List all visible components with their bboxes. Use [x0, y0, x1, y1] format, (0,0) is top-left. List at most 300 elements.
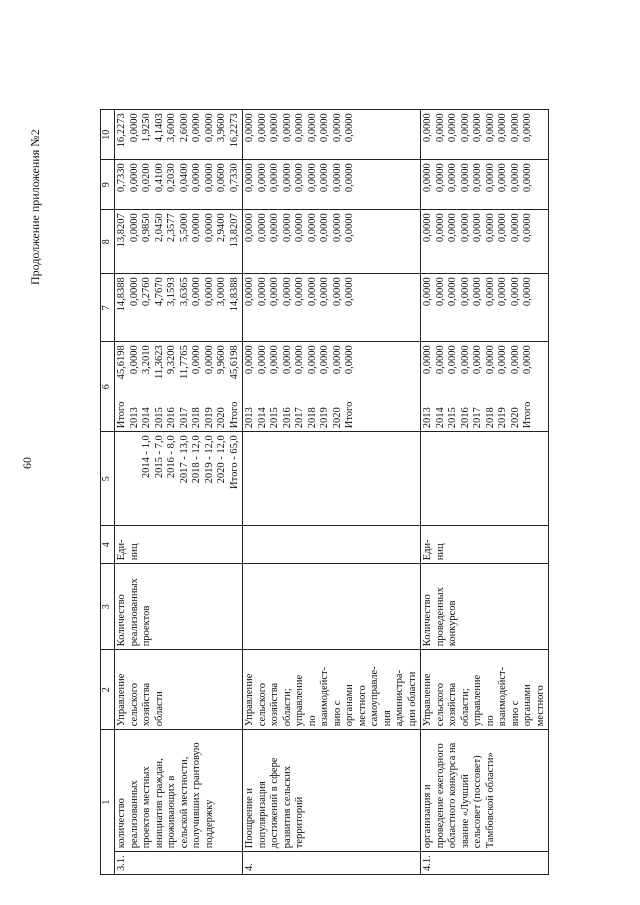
row-year-line: 2014: [434, 407, 446, 429]
row-value-7-line: 0,0000: [269, 277, 280, 307]
row-value-6-line: 0,0000: [484, 345, 496, 375]
row-value-9: [116, 163, 241, 206]
row-value-7-line: 3,1593: [166, 277, 177, 307]
row-value-7-line: 0,0000: [294, 277, 305, 307]
row-value-7-line: 0,0000: [319, 277, 330, 307]
row-year-line: Итого: [522, 401, 533, 429]
row-value-9-line: 0,7330: [228, 163, 240, 193]
row-value-6-line: 0,0000: [269, 345, 280, 375]
row-executor-line: хозяйства: [447, 682, 458, 727]
row-executor-line: вию с: [331, 700, 343, 727]
row-value-9-line: 0,4100: [153, 163, 165, 193]
row-executor-line: управление: [294, 674, 305, 727]
row-value-10-line: 0,0000: [256, 113, 268, 143]
row-executor-line: сельского: [434, 682, 446, 727]
row-value-7-line: 0,0000: [434, 277, 446, 307]
header-cell-6: 6: [101, 342, 115, 432]
row-value-6-line: 0,0000: [191, 345, 202, 375]
row-name-line: Тамбовской области»: [484, 752, 496, 849]
row-value-8-line: 0,0000: [203, 213, 215, 243]
row-indicator-line: реализованных: [128, 578, 140, 647]
row-year-line: 2016: [166, 407, 177, 429]
row-unit-cell: [115, 526, 243, 564]
row-value-8: [244, 213, 357, 270]
row-value-7-line: 0,2760: [141, 277, 152, 307]
row-value-8-line: 0,0000: [256, 213, 268, 243]
row-value-10-line: 0,0000: [472, 113, 483, 143]
row-name-line: организация и: [422, 784, 433, 849]
row-value-6-line: 0,0000: [331, 345, 343, 375]
row-name-line: поддержку: [203, 799, 215, 849]
row-value-7-line: 0,0000: [306, 277, 318, 307]
row-executor-cell: [243, 650, 421, 730]
row-year-line: 2017: [178, 407, 190, 429]
row-value-8-line: 0,0000: [484, 213, 496, 243]
row-value-8-line: 0,0000: [331, 213, 343, 243]
row-value-9-line: 0,0000: [294, 163, 305, 193]
row-year-line: 2018: [306, 407, 318, 429]
spacer: [116, 435, 129, 522]
row-value-6-line: 0,0000: [459, 345, 471, 375]
row-value-9-line: 0,0000: [203, 163, 215, 193]
row-value-cell-7: [421, 274, 549, 342]
row-value-7-line: 0,0000: [459, 277, 471, 307]
row-value-6-line: 0,0000: [522, 345, 533, 375]
row-target-line: Итого - 65,0: [228, 435, 240, 489]
row-year: [116, 392, 241, 428]
row-executor-line: области;: [459, 688, 471, 727]
row-executor-line: местного: [534, 685, 546, 727]
table-row: [421, 110, 549, 875]
row-value-6-line: 9,9600: [216, 345, 227, 375]
row-value-6-line: 11,7765: [178, 345, 190, 379]
row-value-10: [116, 113, 241, 156]
row-number: 3.1.: [115, 852, 243, 875]
row-value-6-line: 45,6198: [228, 345, 240, 380]
row-value-6-line: 0,0000: [128, 345, 140, 375]
row-value-6-line: 0,0000: [422, 345, 433, 375]
row-executor-line: Управление: [116, 673, 127, 727]
row-name-line: реализованных: [128, 780, 140, 849]
row-executor-line: органами: [522, 684, 533, 727]
row-value-9-line: 0,0000: [434, 163, 446, 193]
table-row: [115, 110, 243, 875]
page-number: 60: [20, 457, 34, 469]
row-value-10-line: 0,0000: [484, 113, 496, 143]
row-value-8-line: 13,8207: [228, 213, 240, 248]
row-value-10-line: 0,0000: [331, 113, 343, 143]
row-target-line: 2015 - 7,0: [153, 435, 165, 479]
row-value-7-line: 0,0000: [281, 277, 293, 307]
row-value-7-line: 0,0000: [484, 277, 496, 307]
row-value-10-line: 0,0000: [434, 113, 446, 143]
row-value-cell-9: [243, 160, 421, 210]
row-value-8-line: 0,0000: [472, 213, 483, 243]
row-executor: [116, 653, 166, 726]
row-value-6-line: 0,0000: [434, 345, 446, 375]
row-value-9-line: 0,0000: [497, 163, 508, 193]
row-value-10-line: 4,1403: [153, 113, 165, 143]
row-year-line: 2014: [141, 407, 152, 429]
row-value-9-line: 0,0000: [281, 163, 293, 193]
continuation-note: Продолжение приложения №2: [28, 129, 42, 285]
row-executor: [422, 653, 547, 726]
row-executor-line: сельского: [128, 682, 140, 727]
row-value-9-line: 0,7330: [116, 163, 127, 193]
row-name-line: территорий: [294, 796, 305, 849]
row-value-10-line: 0,0000: [306, 113, 318, 143]
row-value-8-line: 0,0000: [294, 213, 305, 243]
row-year-line: 2016: [281, 407, 293, 429]
row-executor-line: Управление: [422, 673, 433, 727]
row-value-6: [116, 345, 241, 392]
row-year-line: Итого: [116, 401, 127, 429]
row-value-6-line: 45,6198: [116, 345, 127, 380]
row-value-10-line: 16,2273: [228, 113, 240, 148]
header-cell-7: 7: [101, 274, 115, 342]
row-value-9-line: 0,0000: [331, 163, 343, 193]
row-year-line: Итого: [344, 401, 355, 429]
row-executor-line: администра-: [394, 669, 405, 727]
row-unit: [422, 529, 447, 560]
row-executor-line: области;: [281, 688, 293, 727]
row-name-cell: [421, 730, 549, 852]
row-value-6-line: 0,0000: [497, 345, 508, 375]
row-value-10-line: 2,6000: [178, 113, 190, 143]
row-year-line: 2013: [128, 407, 140, 429]
row-name-cell: [115, 730, 243, 852]
row-value-10-line: 0,0000: [244, 113, 255, 143]
row-value-10-line: 0,0000: [191, 113, 202, 143]
row-name-line: областного конкурса на: [447, 742, 458, 849]
row-value-cell-10: [243, 110, 421, 160]
row-value-10-line: 3,6000: [166, 113, 177, 143]
row-value-cell-8: [243, 210, 421, 274]
row-value-cell-7: [243, 274, 421, 342]
row-value-8-line: 0,0000: [459, 213, 471, 243]
row-value-10-line: 0,0000: [497, 113, 508, 143]
row-value-10-line: 0,0000: [294, 113, 305, 143]
row-value-7-line: 0,0000: [256, 277, 268, 307]
header-cell-3: 3: [101, 564, 115, 650]
row-year: [244, 392, 357, 428]
row-value-10-line: 3,9600: [216, 113, 227, 143]
row-value-10-line: 0,0000: [459, 113, 471, 143]
row-executor-line: управление: [472, 674, 483, 727]
row-name-line: сельсовет (поссовет): [472, 755, 483, 849]
row-executor-line: ния: [381, 710, 393, 727]
row-target-line: 2019 - 12,0: [203, 435, 215, 484]
row-value-9-line: 0,0000: [344, 163, 355, 193]
row-value-cell-8: [421, 210, 549, 274]
row-value-6-line: 0,0000: [509, 345, 521, 375]
row-value-10-line: 0,0000: [344, 113, 355, 143]
row-indicator-cell: [421, 564, 549, 650]
row-value-9-line: 0,0000: [472, 163, 483, 193]
row-name-line: сельской местности,: [178, 756, 190, 849]
row-value-9-line: 0,0000: [522, 163, 533, 193]
row-value-7-line: 0,0000: [422, 277, 433, 307]
row-value-8-line: 0,0000: [306, 213, 318, 243]
row-indicator-line: конкурсов: [447, 600, 458, 647]
row-executor-line: Управление: [244, 673, 255, 727]
row-value-8-line: 0,0000: [422, 213, 433, 243]
row-value-cell-8: [115, 210, 243, 274]
row-value-7-line: 3,0000: [216, 277, 227, 307]
row-year-line: 2017: [294, 407, 305, 429]
row-indicator-line: проектов: [141, 605, 152, 647]
row-total-cell: [115, 342, 243, 432]
row-unit-line: ниц: [434, 543, 446, 561]
row-value-8-line: 0,0000: [319, 213, 330, 243]
row-year: [422, 392, 535, 428]
row-executor-line: вию с: [509, 700, 521, 727]
header-cell-2: 2: [101, 650, 115, 730]
row-value-8: [116, 213, 241, 270]
row-unit: [116, 529, 141, 560]
row-year-line: 2013: [422, 407, 433, 429]
row-name-line: проведение ежегодного: [434, 743, 446, 849]
row-value-6-line: 0,0000: [294, 345, 305, 375]
row-executor-cell: [421, 650, 549, 730]
row-executor-line: органами: [344, 684, 355, 727]
row-value-8-line: 0,0000: [128, 213, 140, 243]
row-executor-line: по: [484, 715, 496, 727]
row-value-8-line: 0,0000: [344, 213, 355, 243]
row-value-10-line: 1,9250: [141, 113, 152, 143]
row-indicator-line: Количество: [422, 594, 433, 647]
row-indicator-line: проведенных: [434, 587, 446, 647]
row-target-line: 2020 - 12,0: [216, 435, 227, 484]
row-name-line: количество: [116, 798, 127, 849]
row-name-line: достижений в сфере: [269, 757, 280, 849]
row-value-9-line: 0,0000: [269, 163, 280, 193]
header-cell-8: 8: [101, 210, 115, 274]
row-value-6-line: 0,0000: [244, 345, 255, 375]
row-value-10: [422, 113, 535, 156]
row-value-9-line: 0,0000: [459, 163, 471, 193]
row-name: [244, 733, 307, 848]
row-value-10: [244, 113, 357, 156]
row-value-6-line: 0,0000: [281, 345, 293, 375]
row-value-10-line: 0,0000: [319, 113, 330, 143]
row-indicator: [422, 567, 460, 646]
row-number: 4.: [243, 852, 421, 875]
row-value-8-line: 0,0000: [281, 213, 293, 243]
row-value-8-line: 0,0000: [509, 213, 521, 243]
row-indicator-cell: [115, 564, 243, 650]
row-year-line: 2015: [447, 407, 458, 429]
row-name: [422, 733, 497, 848]
row-year-line: 2015: [153, 407, 165, 429]
row-value-8-line: 0,9850: [141, 213, 152, 243]
row-value-10-line: 0,0000: [281, 113, 293, 143]
row-value-9-line: 0,0000: [128, 163, 140, 193]
row-value-9-line: 0,0000: [447, 163, 458, 193]
row-value-8-line: 2,9400: [216, 213, 227, 243]
row-executor-line: взаимодейст-: [319, 666, 330, 727]
row-value-8-line: 0,0000: [522, 213, 533, 243]
row-value-7-line: 14,8388: [228, 277, 240, 312]
row-name-line: развития сельских: [281, 765, 293, 849]
year-value-grid: [244, 345, 357, 428]
row-year-line: 2015: [269, 407, 280, 429]
row-value-7-line: 0,0000: [497, 277, 508, 307]
row-value-7-line: 0,0000: [203, 277, 215, 307]
row-executor-line: ции области: [406, 671, 418, 727]
row-targets-cell: [243, 432, 421, 526]
header-cell-4: 4: [101, 526, 115, 564]
row-value-7-line: 0,0000: [128, 277, 140, 307]
row-value-6-line: 9,3200: [166, 345, 177, 375]
row-executor-line: области: [153, 691, 165, 727]
row-value-9-line: 0,0000: [422, 163, 433, 193]
header-cell-1: 1: [101, 730, 115, 875]
row-target-line: 2016 - 8,0: [166, 435, 177, 479]
header-cell-9: 9: [101, 160, 115, 210]
row-value-10-line: 0,0000: [269, 113, 280, 143]
row-name-line: звание «Лучший: [459, 774, 471, 849]
row-value-6-line: 0,0000: [256, 345, 268, 375]
row-year-line: 2014: [256, 407, 268, 429]
row-value-8-line: 0,0000: [497, 213, 508, 243]
header-cell-5: 5: [101, 432, 115, 526]
row-executor-cell: [115, 650, 243, 730]
row-value-10-line: 0,0000: [447, 113, 458, 143]
row-value-10-line: 0,0000: [128, 113, 140, 143]
row-value-9-line: 0,0400: [178, 163, 190, 193]
year-value-grid: [116, 345, 241, 428]
row-value-9-line: 0,0200: [141, 163, 152, 193]
row-value-10-line: 0,0000: [509, 113, 521, 143]
row-value-7-line: 14,8388: [116, 277, 127, 312]
row-targets-cell: [115, 432, 243, 526]
row-year-line: 2018: [191, 407, 202, 429]
row-value-9-line: 0,0000: [191, 163, 202, 193]
row-name-line: проектов местных: [141, 766, 152, 849]
row-value-6-line: 0,0000: [447, 345, 458, 375]
row-unit-line: Еди-: [116, 539, 127, 561]
row-value-7-line: 0,0000: [509, 277, 521, 307]
row-value-8-line: 0,0000: [269, 213, 280, 243]
row-value-7-line: 0,0000: [244, 277, 255, 307]
row-value-6: [422, 345, 535, 392]
row-value-8-line: 13,8207: [116, 213, 127, 248]
row-value-9-line: 0,0000: [306, 163, 318, 193]
row-target-line: 2017 - 13,0: [178, 435, 190, 484]
row-value-7: [422, 277, 535, 338]
row-value-8-line: 2,3577: [166, 213, 177, 243]
row-name-line: инициатив граждан,: [153, 758, 165, 849]
row-value-9-line: 0,0000: [319, 163, 330, 193]
row-name-line: популяризация: [256, 781, 268, 849]
row-value-6-line: 0,0000: [344, 345, 355, 375]
row-executor-line: самоуправле-: [369, 666, 380, 727]
column-number-row: [101, 110, 115, 875]
row-value-6-line: 0,0000: [306, 345, 318, 375]
row-value-9: [422, 163, 535, 206]
row-unit-cell: [243, 526, 421, 564]
row-value-cell-9: [115, 160, 243, 210]
row-value-6-line: 0,0000: [319, 345, 330, 375]
row-executor-line: хозяйства: [269, 682, 280, 727]
row-value-6-line: 0,0000: [472, 345, 483, 375]
row-executor-line: сельского: [256, 682, 268, 727]
row-total-cell: [421, 342, 549, 432]
year-value-grid: [422, 345, 535, 428]
row-total-cell: [243, 342, 421, 432]
row-executor: [244, 653, 419, 726]
row-executor-line: местного: [356, 685, 368, 727]
row-unit-cell: [421, 526, 549, 564]
row-value-cell-9: [421, 160, 549, 210]
row-value-8-line: 0,0000: [191, 213, 202, 243]
row-value-8: [422, 213, 535, 270]
row-value-7-line: 0,0000: [472, 277, 483, 307]
table-row: [243, 110, 421, 875]
row-value-8-line: 0,0000: [244, 213, 255, 243]
row-executor-line: хозяйства: [141, 682, 152, 727]
row-year-line: 2017: [472, 407, 483, 429]
row-value-8-line: 5,5000: [178, 213, 190, 243]
row-value-6: [244, 345, 357, 392]
row-value-cell-10: [421, 110, 549, 160]
row-value-9-line: 0,0000: [484, 163, 496, 193]
row-target: [141, 435, 241, 522]
row-value-cell-7: [115, 274, 243, 342]
row-year-line: 2019: [497, 407, 508, 429]
row-value-7-line: 0,0000: [331, 277, 343, 307]
row-year-line: 2016: [459, 407, 471, 429]
row-year-line: 2019: [203, 407, 215, 429]
row-value-10-line: 16,2273: [116, 113, 127, 148]
row-value-9-line: 0,0000: [509, 163, 521, 193]
row-value-7-line: 0,0000: [522, 277, 533, 307]
row-value-6-line: 3,2010: [141, 345, 152, 375]
row-value-8-line: 0,0000: [447, 213, 458, 243]
header-cell-10: 10: [101, 110, 115, 160]
row-year-line: 2020: [331, 407, 343, 429]
row-value-10-line: 0,0000: [522, 113, 533, 143]
row-year-line: 2019: [319, 407, 330, 429]
row-indicator: [116, 567, 154, 646]
row-unit-line: ниц: [128, 543, 140, 561]
row-value-10-line: 0,0000: [422, 113, 433, 143]
row-indicator-cell: [243, 564, 421, 650]
row-value-9-line: 0,2030: [166, 163, 177, 193]
row-target-line: 2018 - 12,0: [191, 435, 202, 484]
row-executor-line: по: [306, 715, 318, 727]
row-value-8-line: 0,0000: [434, 213, 446, 243]
row-value-6-line: 11,3623: [153, 345, 165, 379]
row-value-7: [244, 277, 357, 338]
row-executor-line: взаимодейст-: [497, 666, 508, 727]
row-value-7-line: 0,0000: [191, 277, 202, 307]
row-value-9: [244, 163, 357, 206]
row-name-line: получивших грантовую: [191, 742, 202, 849]
row-targets-cell: [421, 432, 549, 526]
row-target-line: 2014 - 1,0: [141, 435, 152, 479]
row-value-9-line: 0,0600: [216, 163, 227, 193]
program-table: [100, 109, 549, 875]
row-value-9-line: 0,0000: [256, 163, 268, 193]
row-name-line: Поощрение и: [244, 788, 255, 849]
row-value-7-line: 0,0000: [447, 277, 458, 307]
row-year-line: Итого: [228, 401, 240, 429]
row-indicator-line: Количество: [116, 594, 127, 647]
spacer: [129, 435, 142, 522]
row-value-9-line: 0,0000: [244, 163, 255, 193]
